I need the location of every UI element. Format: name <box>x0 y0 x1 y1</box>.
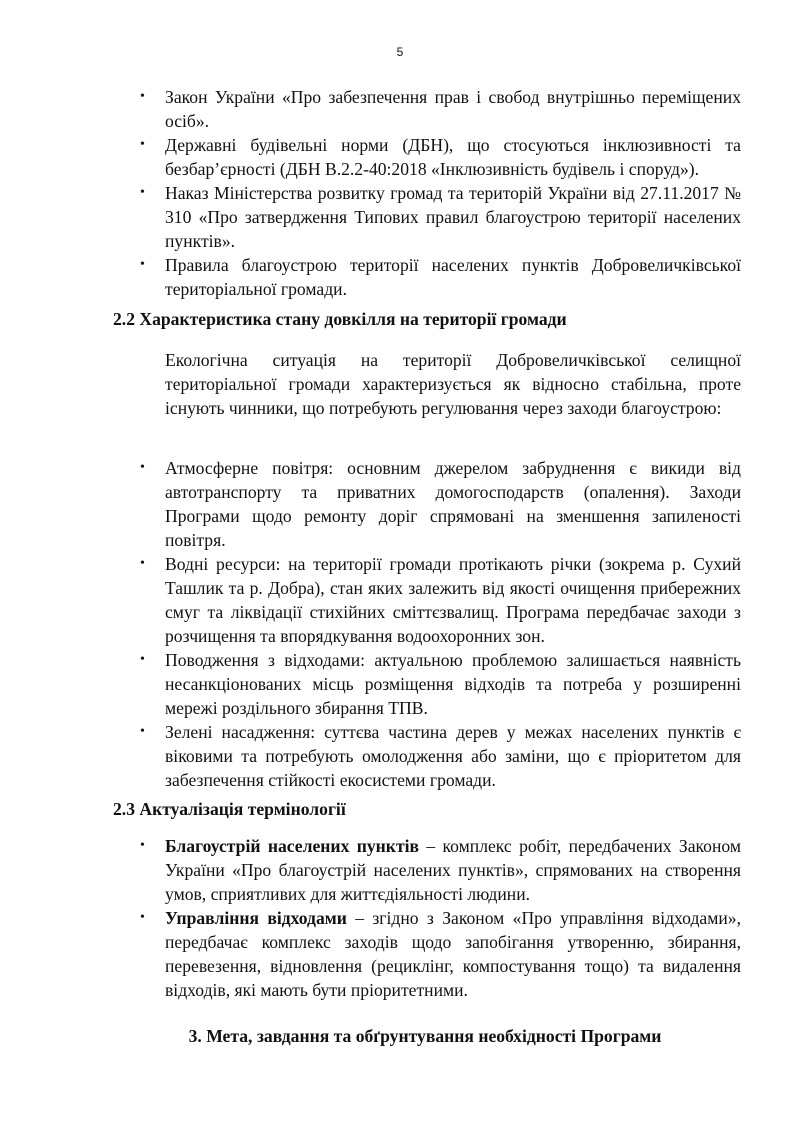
list-item: • Закон України «Про забезпечення прав і свобод внутрішньо переміщених осіб». <box>140 87 741 131</box>
list-item: • Атмосферне повітря: основним джерелом забруднення є викиди від автотранспорту та приватних домогосподарств (опалення). Заходи Програми щодо ремонту доріг спрямовані на зменшення запиленості повітря. <box>140 458 741 550</box>
list-item <box>137 834 741 906</box>
legal-basis-list <box>137 85 741 301</box>
section-heading-2-3: 2.3 Актуалізація термінології <box>113 799 346 819</box>
section-2-2-intro: Екологічна ситуація на території Добровеличківської селищної територіальної громади характеризується як відносно стабільна, проте існують чинники, що потребують регулювання через заходи благоустрою: <box>165 350 741 418</box>
term-definition: – згідно з Законом «Про управління відходами», передбачає комплекс заходів щодо запобігання утворенню, збирання, перевезення, відновлення (рециклінг, компостування тощо) та видалення відходів, які мають бути пріоритетними. <box>165 908 741 1000</box>
list-item: • Зелені насадження: суттєва частина дерев у межах населених пунктів є віковими та потребують омолодження або заміни, що є пріоритетом для забезпечення стійкості екосистеми громади. <box>140 722 741 790</box>
bullet-icon: • <box>140 89 145 104</box>
bullet-icon: • <box>140 652 145 667</box>
list-item: • Поводження з відходами: актуальною проблемою залишається наявність несанкціонованих місць розміщення відходів та потреба у розширенні мережі роздільного збирання ТПВ. <box>140 650 741 718</box>
list-item: • Державні будівельні норми (ДБН), що стосуються інклюзивності та безбар’єрності (ДБН В.2.2-40:2018 «Інклюзивність будівель і споруд»). <box>140 135 741 179</box>
section-heading-2-2: 2.2 Характеристика стану довкілля на території громади <box>113 309 567 329</box>
list-item: • Наказ Міністерства розвитку громад та територій України від 27.11.2017 № 310 «Про затвердження Типових правил благоустрою території населених пунктів». <box>140 183 741 251</box>
bullet-icon: • <box>140 185 145 200</box>
bullet-icon: • <box>140 460 145 475</box>
bullet-icon: • <box>140 838 145 853</box>
section-heading-3: 3. Мета, завдання та обґрунтування необхідності Програми <box>188 1026 662 1046</box>
list-item: • Правила благоустрою території населених пунктів Добровеличківської територіальної громади. <box>140 255 741 299</box>
bullet-icon: • <box>140 724 145 739</box>
bullet-icon: • <box>140 137 145 152</box>
list-item <box>137 906 741 1002</box>
term: Управління відходами <box>165 908 347 928</box>
bullet-icon: • <box>140 910 145 925</box>
list-item: • Водні ресурси: на території громади протікають річки (зокрема р. Сухий Ташлик та р. Добра), стан яких залежить від якості очищення прибережних смуг та ліквідації стихійних сміттєзвалищ. Програма передбачає заходи з розчищення та впорядкування водоохоронних зон. <box>140 554 741 646</box>
term-definition: – комплекс робіт, передбачених Законом України «Про благоустрій населених пунктів», спрямованих на створення умов, сприятливих для життєдіяльності людини. <box>165 836 741 904</box>
page-number: 5 <box>396 45 404 59</box>
environment-list <box>137 456 741 792</box>
term: Благоустрій населених пунктів <box>165 836 419 856</box>
bullet-icon: • <box>140 257 145 272</box>
bullet-icon: • <box>140 556 145 571</box>
terminology-list <box>137 834 741 1002</box>
